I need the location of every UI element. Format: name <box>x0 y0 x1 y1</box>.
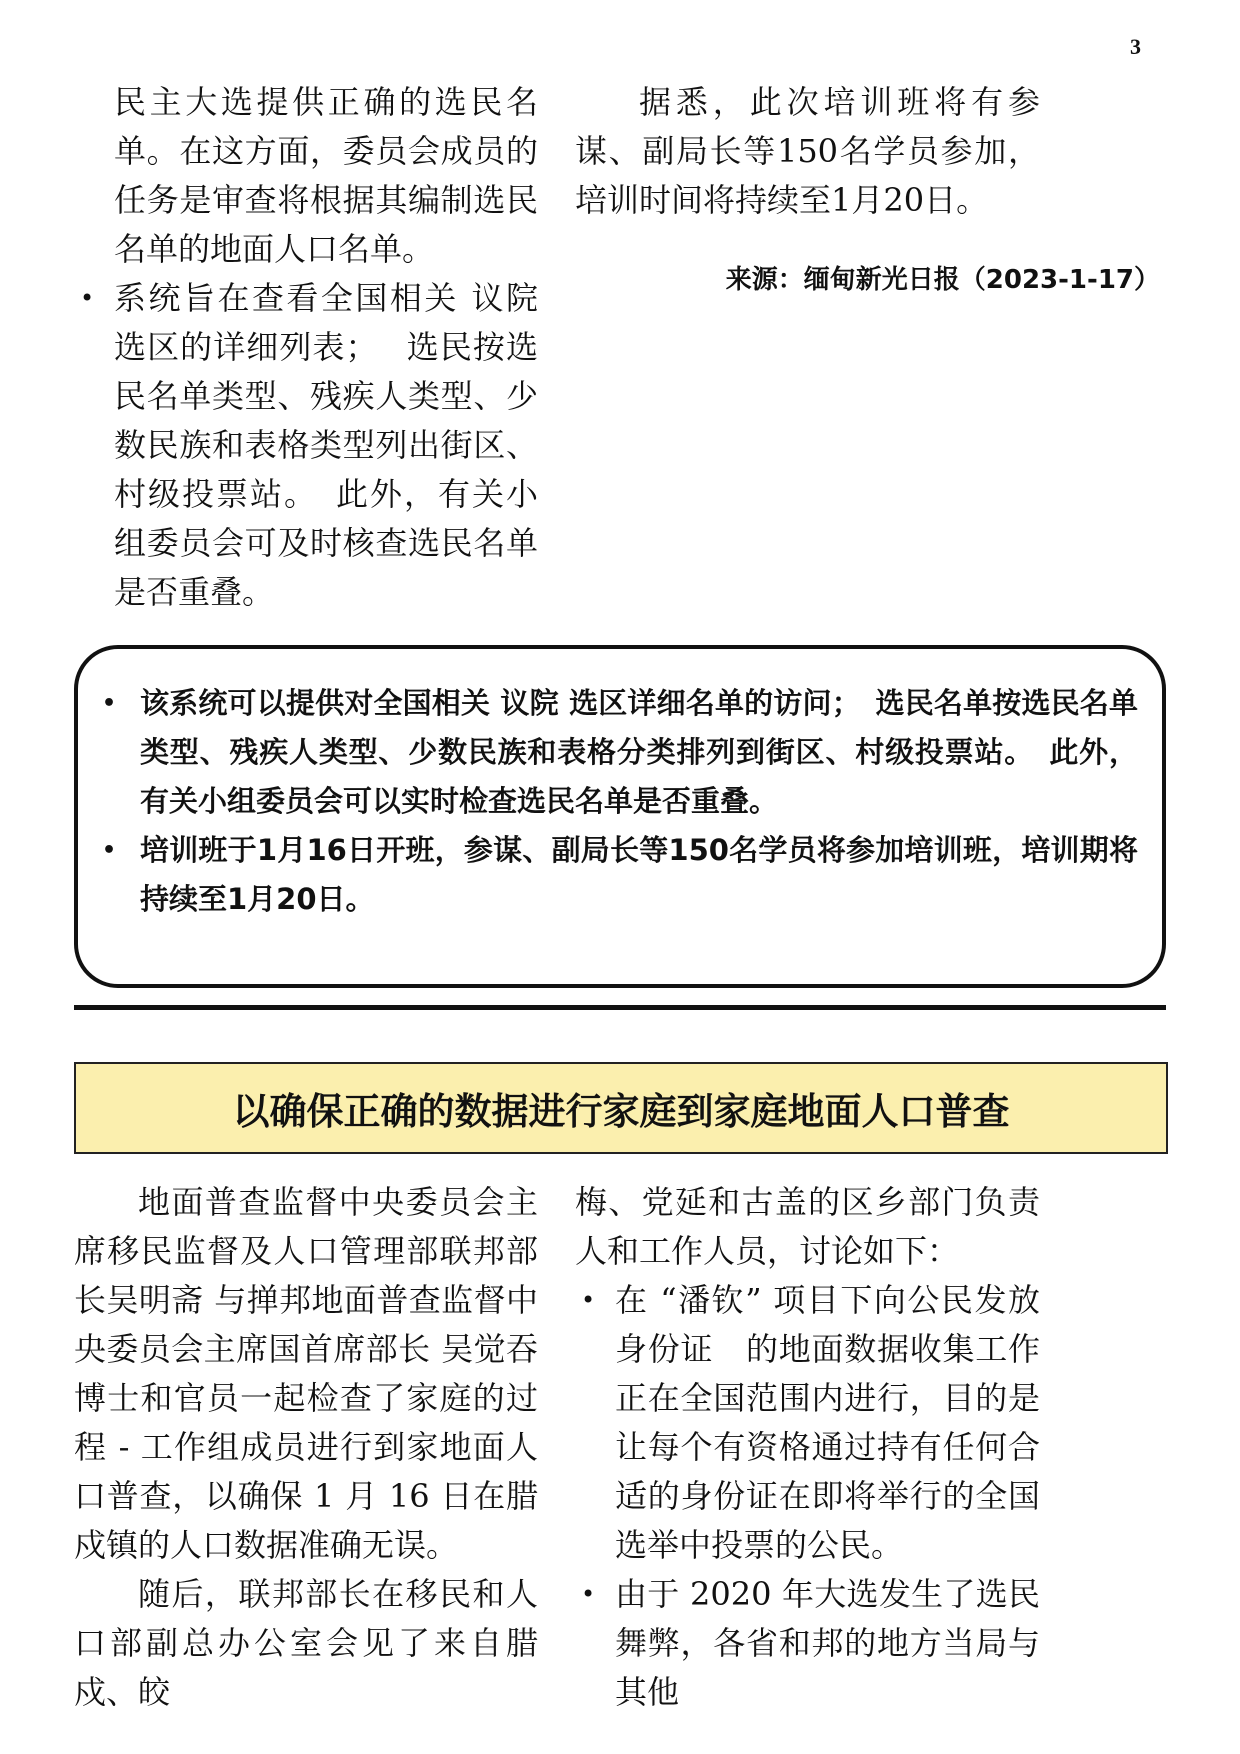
summary-bullet-list <box>98 679 1138 924</box>
list-item: • 由于 2020 年大选发生了选民舞弊，各省和邦的地方当局与其他 <box>575 1570 1040 1717</box>
continuation-paragraph: 民主大选提供正确的选民名单。在这方面，委员会成员的任务是审查将根据其编制选民名单的地面人口名单。 <box>114 83 538 268</box>
article-bullet-list <box>575 1276 1040 1717</box>
source-citation: 来源：缅甸新光日报（2023-1-17） <box>725 265 1160 295</box>
summary-box <box>74 645 1166 988</box>
article-left-column <box>74 1178 538 1717</box>
top-left-column <box>74 78 538 617</box>
article-paragraph: 随后，联邦部长在移民和人口部副总办公室会见了来自腊戍、皎 <box>74 1575 538 1711</box>
page-number: 3 <box>1130 34 1141 59</box>
list-item: • 该系统可以提供对全国相关 议院 选区详细名单的访问； 选民名单按选民名单类型、残疾人类型、少数民族和表格分类排列到街区、村级投票站。 此外，有关小组委员会可以实时检查选民名单是否重叠。 <box>98 679 1138 826</box>
article-title: 以确保正确的数据进行家庭到家庭地面人口普查 <box>232 1090 1010 1133</box>
list-item: • 在 “潘钦” 项目下向公民发放身份证 的地面数据收集工作正在全国范围内进行，目的是让每个有资格通过持有任何合适的身份证在即将举行的全国选举中投票的公民。 <box>575 1276 1040 1570</box>
top-right-column <box>575 78 1040 225</box>
article-right-column <box>575 1178 1040 1717</box>
training-paragraph: 据悉，此次培训班将有参谋、副局长等150名学员参加，培训时间将持续至1月20日。 <box>575 83 1040 219</box>
article-paragraph: 地面普查监督中央委员会主席移民监督及人口管理部联邦部长吴明斋 与掸邦地面普查监督中央委员会主席国首席部长 吴觉吞 博士和官员一起检查了家庭的过程 - 工作组成员进行到家地面人口普查，以确保 1 月 16 日在腊戍镇的人口数据准确无误。 <box>74 1183 538 1564</box>
top-left-bullet-list <box>74 274 538 617</box>
list-item: • 系统旨在查看全国相关 议院 选区的详细列表； 选民按选民名单类型、残疾人类型、少数民族和表格类型列出街区、村级投票站。 此外，有关小组委员会可及时核查选民名单是否重叠。 <box>74 274 538 617</box>
section-divider <box>74 1005 1166 1010</box>
article-title-banner <box>74 1062 1168 1154</box>
list-item: • 培训班于1月16日开班，参谋、副局长等150名学员将参加培训班，培训期将持续至1月20日。 <box>98 826 1138 924</box>
continuation-paragraph: 梅、党延和古盖的区乡部门负责人和工作人员，讨论如下： <box>575 1183 1040 1270</box>
